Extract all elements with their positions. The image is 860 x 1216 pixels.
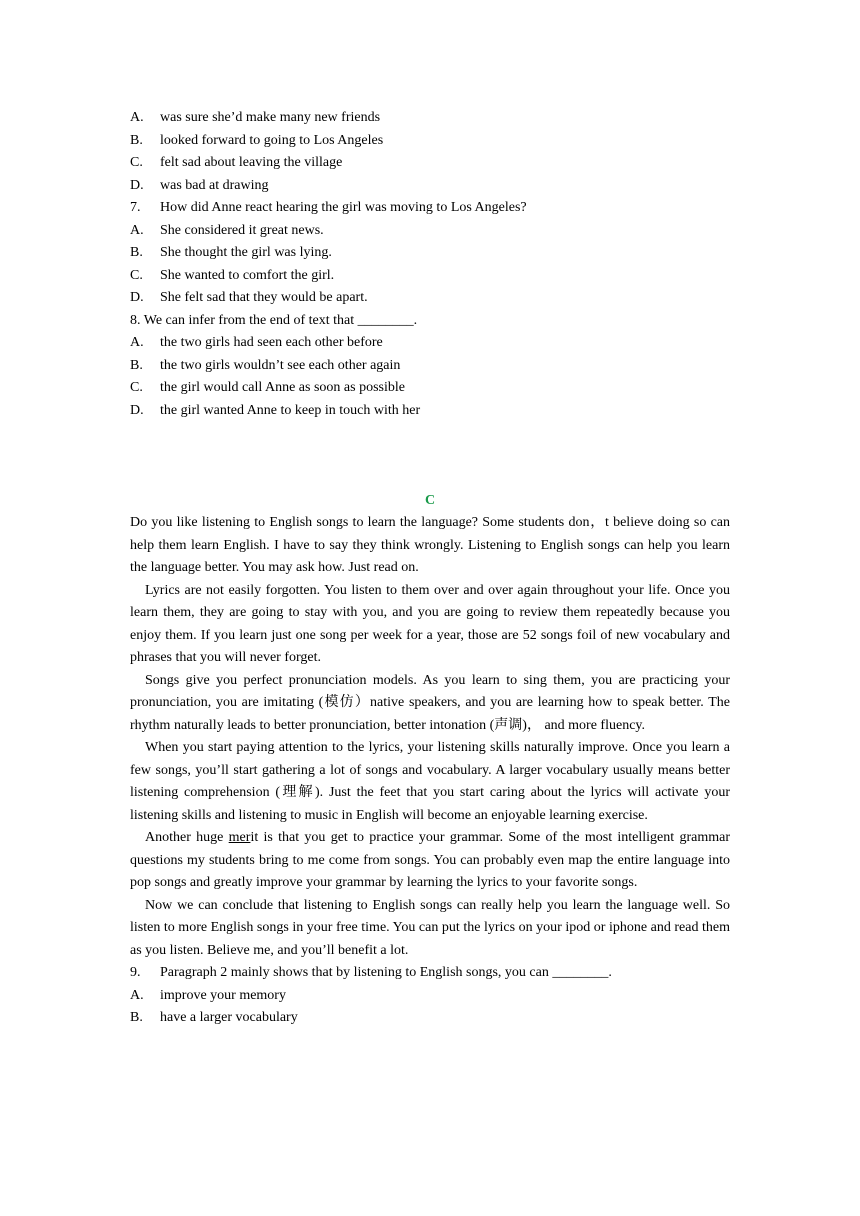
passage-paragraph: When you start paying attention to the lyrics, your listening skills naturally improve. Once you learn a few songs, you’ll start gathering a lot of songs and vocabulary. A larger vocabulary usually means better listening comprehension (理解). Just the feet that you start caring about the lyrics will activate your listening skills and listening to music in English will become an enjoyable learning exercise. [130,740,730,823]
option-text: looked forward to going to Los Angeles [160,132,384,148]
option-letter: A. [130,222,144,238]
paragraph-text: Another huge [145,830,229,845]
option-letter: A. [130,110,144,125]
paragraph-text: it is that you get to practice your grammar. Some of the most intelligent grammar questions my students bring to me come from songs. You can probably even map the entire language into pop songs and greatly improve your grammar by learning the lyrics to your favorite songs. [130,830,730,890]
option-c [130,377,730,400]
option-text: have a larger vocabulary [160,1010,298,1025]
option-letter: C. [130,380,143,395]
q6-options [130,107,730,197]
question-text: Paragraph 2 mainly shows that by listening to English songs, you can ________. [160,965,612,980]
option-letter: B. [130,357,143,373]
question-7 [130,197,730,310]
option-a [130,220,730,243]
option-text: She wanted to comfort the girl. [160,267,335,283]
option-letter: B. [130,132,143,148]
question-9 [130,962,730,1030]
option-text: improve your memory [160,987,286,1003]
option-letter: D. [130,290,144,305]
option-a [130,985,730,1008]
option-text: the two girls wouldn’t see each other again [160,357,401,373]
question-number: 7. [130,200,141,215]
question-text: How did Anne react hearing the girl was moving to Los Angeles? [160,200,527,215]
option-a [130,107,730,130]
option-letter: D. [130,177,144,193]
option-letter: C. [130,267,143,283]
option-letter: C. [130,155,143,170]
option-d [130,175,730,198]
question-8 [130,310,730,423]
question-stem [130,962,730,985]
question-number: 9. [130,965,141,980]
passage-paragraph: Lyrics are not easily forgotten. You listen to them over and over again throughout your life. Once you learn them, they are going to stay with you, and you are going to review them repeatedly because you enjoy them. If you learn just one song per week for a year, those are 52 songs foil of new vocabulary and phrases that you will never forget. [130,582,730,665]
option-b [130,130,730,153]
option-letter: B. [130,245,143,260]
passage-paragraph [130,827,730,895]
option-b [130,355,730,378]
underlined-word: mer [228,830,251,845]
option-b [130,242,730,265]
passage-paragraph: Do you like listening to English songs to learn the language? Some students don，t believe doing so can help them learn English. I have to say they think wrongly. Listening to English songs can help you learn the language better. You may ask how. Just read on. [130,515,730,575]
option-letter: A. [130,987,144,1003]
option-d [130,287,730,310]
question-stem [130,197,730,220]
document-page [130,107,730,1030]
option-letter: A. [130,335,144,350]
option-text: was bad at drawing [160,177,269,193]
option-c [130,152,730,175]
option-a [130,332,730,355]
section-heading: C [424,492,436,508]
option-text: She considered it great news. [160,222,324,238]
option-text: She felt sad that they would be apart. [160,290,368,305]
passage-paragraph: Songs give you perfect pronunciation models. As you learn to sing them, you are practicing your pronunciation, you are imitating (模仿）native speakers, and you are learning how to speak better. The rhythm naturally leads to better pronunciation, better intonation (声调)， and more fluency. [130,672,730,733]
option-text: the girl wanted Anne to keep in touch with her [160,402,421,418]
option-text: the girl would call Anne as soon as possible [160,380,405,395]
option-text: She thought the girl was lying. [160,245,332,260]
option-text: was sure she’d make many new friends [160,110,381,125]
option-letter: B. [130,1010,143,1025]
option-text: felt sad about leaving the village [160,155,343,170]
option-d [130,400,730,423]
question-stem: 8. We can infer from the end of text that ________. [130,312,418,328]
section-gap [130,422,730,490]
option-text: the two girls had seen each other before [160,335,383,350]
section-c [130,490,730,963]
option-letter: D. [130,402,144,418]
option-c [130,265,730,288]
option-b [130,1007,730,1030]
passage-paragraph: Now we can conclude that listening to English songs can really help you learn the language well. So listen to more English songs in your free time. You can put the lyrics on your ipod or iphone and read them as you listen. Believe me, and you’ll benefit a lot. [130,897,730,958]
